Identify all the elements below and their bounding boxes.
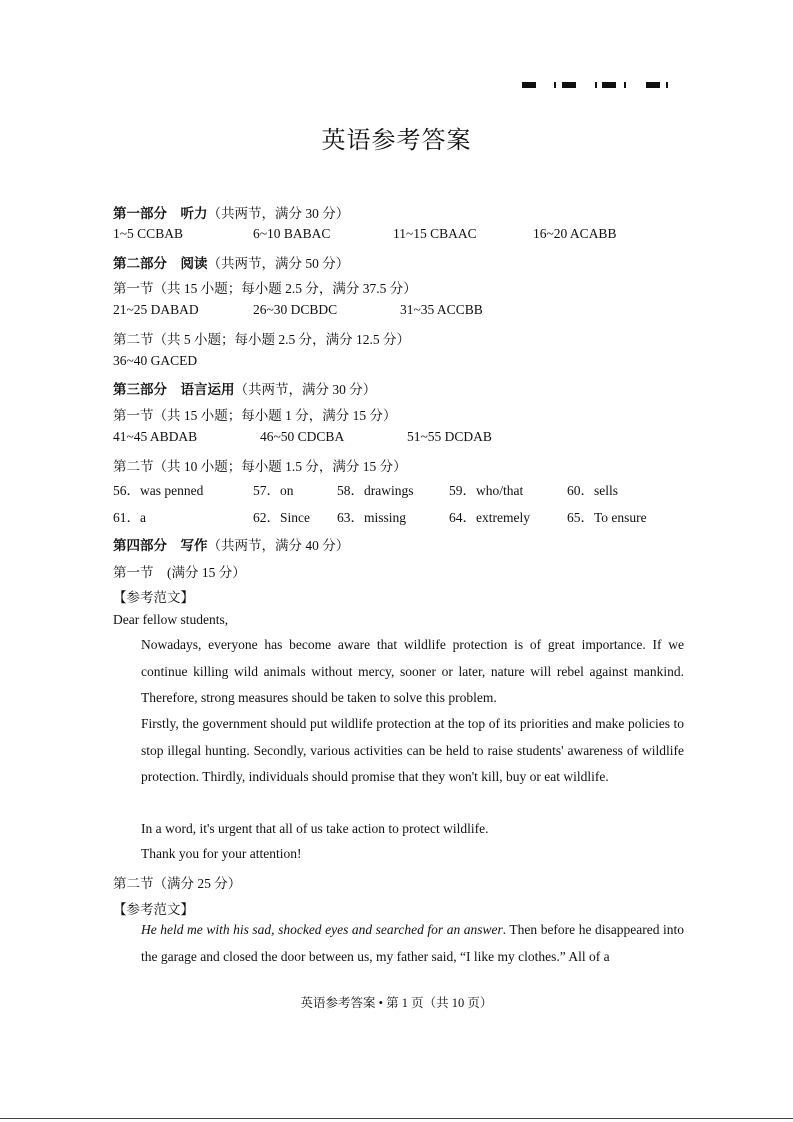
part1-note: （共两节，满分 30 分） (207, 206, 350, 221)
answer-group: 51~55 DCDAB (407, 429, 492, 444)
essay-paragraph-2: Firstly, the government should put wildlife protection at the top of its priorities and make policies to stop illegal hunting. Secondly, various activities can be held to raise students' awareness of wildlife protection. Thirdly, individuals should promise that they won't kill, buy or eat wildlife. (141, 716, 684, 784)
answer-item: 64．extremely (449, 510, 530, 525)
part4-section1: 第一节 (满分 15 分） (113, 565, 246, 580)
bottom-rule (0, 1118, 793, 1119)
essay-paragraph-4: Thank you for your attention! (141, 846, 302, 861)
story-continuation: . Then before he disappeared into the garage and closed the door between us, my father said, “I like my clothes.” All of a (141, 922, 684, 964)
story-paragraph (113, 917, 684, 970)
answer-group: 36~40 GACED (113, 353, 198, 368)
answer-item: 61．a (113, 510, 146, 525)
part3-heading-line (113, 378, 376, 398)
answer-group: 1~5 CCBAB (113, 226, 183, 241)
answer-group: 26~30 DCBDC (253, 302, 338, 317)
answer-item: 62．Since (253, 510, 310, 525)
answer-group: 11~15 CBAAC (393, 226, 477, 241)
part4-heading: 第四部分 写作 (113, 538, 208, 553)
part2-heading: 第二部分 阅读 (113, 256, 208, 271)
answer-group: 46~50 CDCBA (260, 429, 345, 444)
answer-item: 65．To ensure (567, 510, 647, 525)
answer-item: 56．was penned (113, 483, 204, 498)
story-given-sentence: He held me with his sad, shocked eyes and searched for an answer (141, 922, 503, 937)
part2-section2: 第二节（共 5 小题；每小题 2.5 分，满分 12.5 分） (113, 332, 410, 347)
answer-group: 21~25 DABAD (113, 302, 199, 317)
part2-section1: 第一节（共 15 小题；每小题 2.5 分，满分 37.5 分） (113, 281, 417, 296)
part4-heading-line (113, 534, 349, 554)
part2-note: （共两节，满分 50 分） (207, 256, 350, 271)
letter-greeting: Dear fellow students, (113, 612, 229, 627)
part1-heading-line (113, 202, 349, 222)
essay-paragraph-1: Nowadays, everyone has become aware that wildlife protection is of great importance. If we continue killing wild animals without mercy, sooner or later, nature will rebel against mankind. Therefore, strong measures should be taken to solve this problem. (141, 637, 684, 705)
part4-note: （共两节，满分 40 分） (207, 538, 350, 553)
answer-group: 31~35 ACCBB (400, 302, 483, 317)
answer-item: 59．who/that (449, 483, 524, 498)
part4-section2: 第二节（满分 25 分） (113, 876, 242, 891)
answer-group: 6~10 BABAC (253, 226, 331, 241)
part3-heading: 第三部分 语言运用 (113, 382, 235, 397)
answer-item: 58．drawings (337, 483, 414, 498)
part2-heading-line (113, 252, 349, 272)
part3-section1: 第一节（共 15 小题；每小题 1 分，满分 15 分） (113, 408, 397, 423)
answer-item: 57．on (253, 483, 294, 498)
answer-group: 16~20 ACABB (533, 226, 617, 241)
part1-heading: 第一部分 听力 (113, 206, 208, 221)
sample-label: 【参考范文】 (113, 590, 194, 605)
answer-item: 60．sells (567, 483, 619, 498)
page-footer: 英语参考答案 • 第 1 页（共 10 页） (300, 996, 493, 1010)
answer-item: 63．missing (337, 510, 407, 525)
page-title: 英语参考答案 (321, 126, 472, 154)
registration-marks (520, 82, 670, 92)
answer-group: 41~45 ABDAB (113, 429, 198, 444)
essay-paragraph-3: In a word, it's urgent that all of us take action to protect wildlife. (141, 821, 489, 836)
part3-section2: 第二节（共 10 小题；每小题 1.5 分，满分 15 分） (113, 459, 407, 474)
part3-note: （共两节，满分 30 分） (234, 382, 377, 397)
sample-label-2: 【参考范文】 (113, 902, 194, 917)
